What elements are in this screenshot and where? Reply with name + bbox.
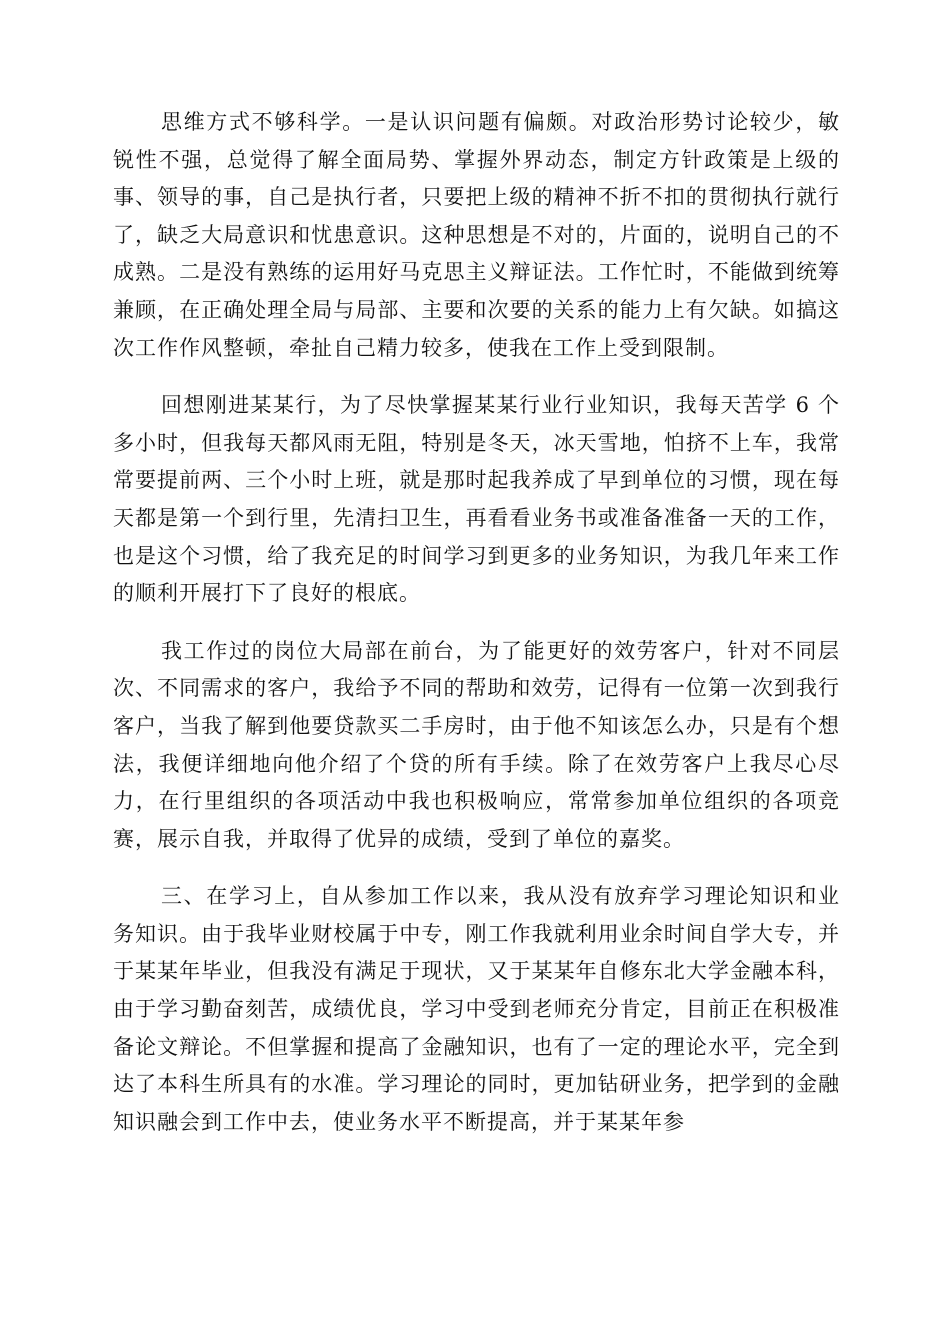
document-body bbox=[113, 104, 840, 1141]
paragraph-front-desk-service: 我工作过的岗位大局部在前台，为了能更好的效劳客户，针对不同层次、不同需求的客户，我给予不同的帮助和效劳，记得有一位第一次到我行客户，当我了解到他要贷款买二手房时，由于他不知该怎么办，只是有个想法，我便详细地向他介绍了个贷的所有手续。除了在效劳客户上我尽心尽力，在行里组织的各项活动中我也积极响应，常常参加单位组织的各项竞赛，展示自我，并取得了优异的成绩，受到了单位的嘉奖。 bbox=[113, 638, 840, 851]
paragraph-thinking-method: 思维方式不够科学。一是认识问题有偏颇。对政治形势讨论较少，敏锐性不强，总觉得了解全面局势、掌握外界动态，制定方针政策是上级的事、领导的事，自己是执行者，只要把上级的精神不折不扣的贯彻执行就行了，缺乏大局意识和忧患意识。这种思想是不对的，片面的，说明自己的不成熟。二是没有熟练的运用好马克思主义辩证法。工作忙时，不能做到统筹兼顾，在正确处理全局与局部、主要和次要的关系的能力上有欠缺。如搞这次工作作风整顿，牵扯自己精力较多，使我在工作上受到限制。 bbox=[113, 110, 840, 360]
paragraph-early-work: 回想刚进某某行，为了尽快掌握某某行业行业知识，我每天苦学 6 个多小时，但我每天都风雨无阻，特别是冬天，冰天雪地，怕挤不上车，我常常要提前两、三个小时上班，就是那时起我养成了早到单位的习惯，现在每天都是第一个到行里，先清扫卫生，再看看业务书或准备准备一天的工作，也是这个习惯，给了我充足的时间学习到更多的业务知识，为我几年来工作的顺利开展打下了良好的根底。 bbox=[113, 393, 840, 606]
paragraph-study: 三、在学习上，自从参加工作以来，我从没有放弃学习理论知识和业务知识。由于我毕业财校属于中专，刚工作我就利用业余时间自学大专，并于某某年毕业，但我没有满足于现状，又于某某年自修东北大学金融本科，由于学习勤奋刻苦，成绩优良，学习中受到老师充分肯定，目前正在积极准备论文辩论。不但掌握和提高了金融知识，也有了一定的理论水平，完全到达了本科生所具有的水准。学习理论的同时，更加钻研业务，把学到的金融知识融会到工作中去，使业务水平不断提高，并于某某年参 bbox=[113, 884, 840, 1134]
